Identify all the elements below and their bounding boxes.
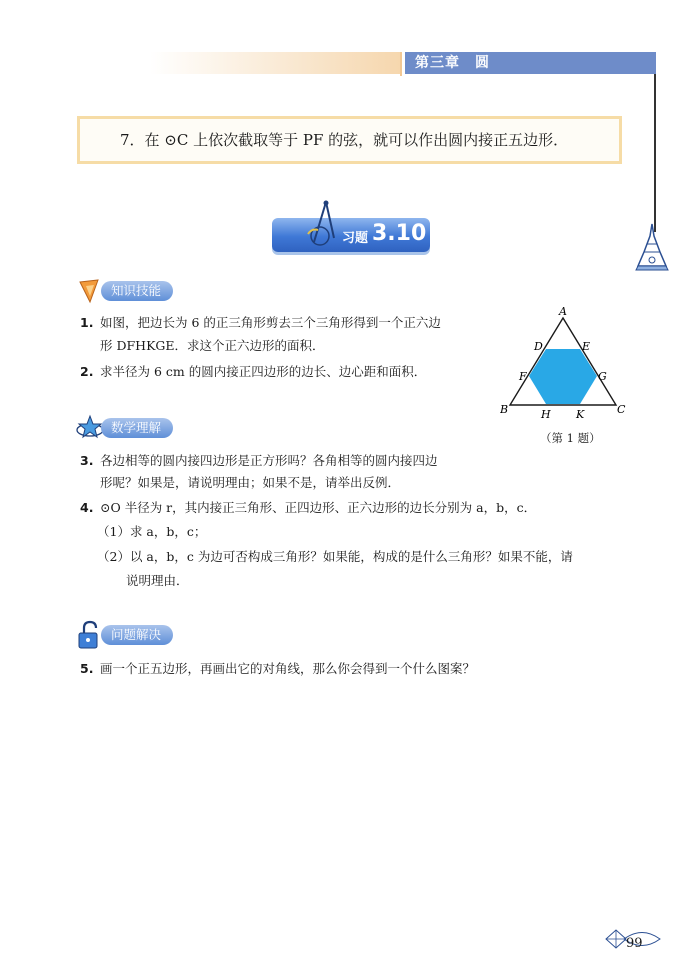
label-C: C: [617, 403, 626, 416]
pencil-icon: [76, 276, 104, 304]
exercise-label: 习题: [342, 231, 369, 246]
compass-icon: [296, 198, 346, 248]
section-math-understanding: 数学理解: [101, 418, 173, 438]
chapter-title: 第三章 圆: [405, 52, 656, 74]
label-H: H: [541, 408, 551, 421]
question-4: 4. ⊙O 半径为 r，其内接正三角形、正四边形、正六边形的边长分别为 a，b，c．: [80, 500, 537, 515]
section-problem-solving: 问题解决: [101, 625, 173, 645]
exercise-number: 3.10: [372, 221, 427, 246]
label-F: F: [519, 370, 527, 383]
side-rule: [654, 74, 656, 232]
question-1: 1. 如图，把边长为 6 的正三角形剪去三个三角形得到一个正六边: [80, 315, 441, 330]
question-5: 5. 画一个正五边形，再画出它的对角线，那么你会得到一个什么图案？: [80, 661, 476, 676]
section-knowledge-skills: 知识技能: [101, 281, 173, 301]
lock-icon: [76, 620, 104, 650]
label-E: E: [582, 340, 591, 353]
tower-icon: [632, 222, 672, 272]
question-4-part-2: （2）以 a，b，c 为边可否构成三角形？如果能，构成的是什么三角形？如果不能，请: [97, 549, 573, 564]
question-3: 3. 各边相等的圆内接四边形是正方形吗？各角相等的圆内接四边: [80, 453, 438, 468]
question-4-part-1: （1）求 a，b，c；: [97, 524, 207, 539]
label-G: G: [598, 370, 607, 383]
question-2: 2. 求半径为 6 cm 的圆内接正四边形的边长、边心距和面积．: [80, 364, 427, 379]
question-1-cont: 形 DFHKGE．求这个正六边形的面积．: [100, 338, 325, 353]
page-number: 99: [626, 936, 643, 951]
label-K: K: [576, 408, 585, 421]
label-A: A: [559, 305, 567, 318]
figure-caption: （第 1 题）: [540, 431, 601, 445]
label-D: D: [534, 340, 543, 353]
question-4-part-2-cont: 说明理由．: [126, 573, 189, 588]
header-divider: [400, 52, 402, 76]
question-3-cont: 形呢？如果是，请说明理由；如果不是，请举出反例．: [100, 475, 401, 490]
hexagon-figure: [500, 305, 630, 430]
label-B: B: [500, 403, 509, 416]
note-box: 7．在 ⊙C 上依次截取等于 PF 的弦，就可以作出圆内接正五边形．: [77, 116, 622, 164]
header-gradient: [150, 52, 400, 74]
